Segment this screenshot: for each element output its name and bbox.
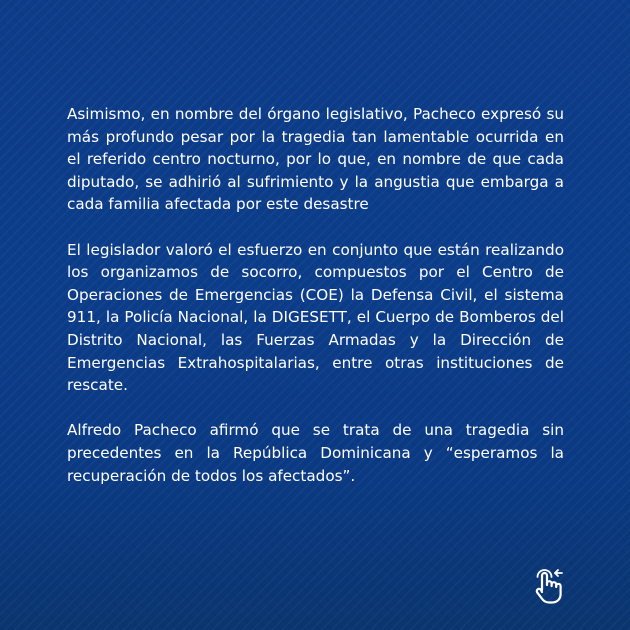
- paragraph-1: Asimismo, en nombre del órgano legislativo, Pacheco expresó su más profundo pesar por la tragedia tan lamentable ocurrida en el referido centro nocturno, por lo que, en nombre de que cada diputado, se adhirió al sufrimiento y la angustia que embarga a cada familia afectada por este desastre: [67, 105, 564, 214]
- paragraph-2: El legislador valoró el esfuerzo en conjunto que están realizando los organizamos de socorro, compuestos por el Centro de Operaciones de Emergencias (COE) la Defensa Civil, el sistema 911, la Policía Nacional, la DIGESETT, el Cuerpo de Bomberos del Distrito Nacional, las Fuerzas Armadas y la Dirección de Emergencias Extrahospitalarias, entre otras instituciones de rescate.: [67, 240, 564, 395]
- post-text: [67, 103, 564, 487]
- paragraph-3: Alfredo Pacheco afirmó que se trata de una tragedia sin precedentes en la República Dominicana y “esperamos la recuperación de todos los afectados”.: [67, 421, 564, 485]
- swipe-hand-icon[interactable]: [528, 566, 568, 606]
